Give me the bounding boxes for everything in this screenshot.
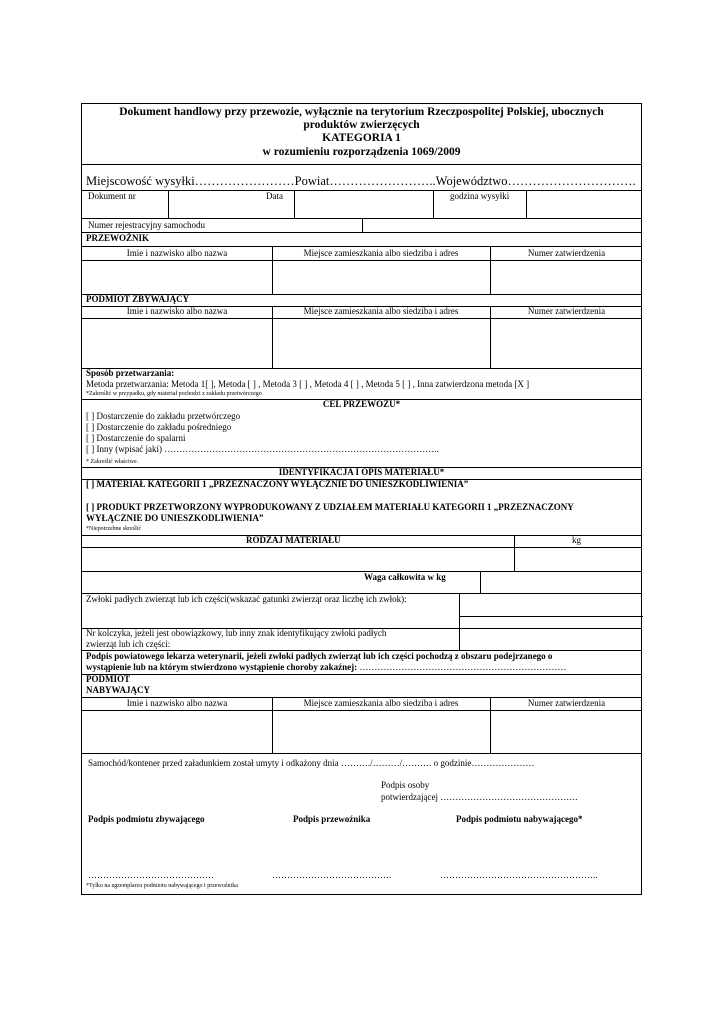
title-line-4: w rozumieniu rozporządzenia 1069/2009 [262,145,461,158]
vet-signature-line2-text: wystąpienie lub na którym stwierdzono wystąpienie choroby zakaźnej: [86,662,358,672]
carrier-signature-line[interactable]: …………………………………. [272,870,392,880]
purpose-option-processing-plant[interactable]: [ ] Dostarczenie do zakładu przetwórczego [86,411,241,421]
material-option-processed-line2: WYŁĄCZNIE DO UNIESZKODLIWIENIA” [86,513,264,523]
purpose-option-other[interactable]: [ ] Inny (wpisać jaki) ……………………………………………………………………………….. [86,444,439,454]
purpose-heading: CEL PRZEWOZU* [322,399,401,409]
receiver-signature-line[interactable]: …………………………………………….. [440,870,598,880]
carrier-name-cell[interactable] [84,262,270,292]
date-label: Data [266,191,283,201]
sender-signature-line[interactable]: …………………………………… [88,870,214,880]
title-line-3: KATEGORIA 1 [322,132,401,145]
sender-name-cell[interactable] [84,320,270,366]
total-weight-label: Waga całkowita w kg [364,572,446,582]
eartag-label-line2: zwierząt lub ich części: [86,639,171,649]
receiver-name-cell[interactable] [84,712,270,752]
receiver-heading-line2: NABYWAJĄCY [86,685,151,695]
receiver-heading-line1: PODMIOT [86,674,130,684]
processing-footnote: *Zakreślić w przypadku, gdy materiał pochodzi z zakładu przetwórczego [86,391,262,397]
purpose-footnote: * Zakreślić właściwe. [86,459,139,465]
processing-heading: Sposób przetwarzania: [86,368,175,378]
carrier-name-header: Imie i nazwisko albo nazwa [126,248,228,258]
eartag-label-line1: Nr kolczyka, jeżeli jest obowiązkowy, lub inny znak identyfikujący zwłoki padłych [86,628,387,638]
material-kind-heading: RODZAJ MATERIAŁU [246,535,341,545]
title-line-2: produktów zwierzęcych [303,119,420,132]
title-line-1: Dokument handlowy przy przewozie, wyłącznie na terytorium Rzeczpospolitej Polskiej, ubocznych [119,106,604,118]
sender-signature-label: Podpis podmiotu zbywającego [88,814,205,824]
confirm-label-line2[interactable]: potwierdzającej ………………………………………. [381,792,578,802]
carrier-signature-label: Podpis przewoźnika [293,814,371,824]
vet-signature-line1: Podpis powiatowego lekarza weterynarii, jeżeli zwłoki padłych zwierząt lub ich części pochodzą z obszaru podejrzanego o [86,651,553,661]
location-line[interactable]: Miejscowość wysyłki……………………Powiat……………………..Województwo…………………………. [86,174,636,188]
vehicle-registration-label: Numer rejestracyjny samochodu [88,220,205,230]
commercial-document-form [81,103,642,895]
material-option-category1[interactable]: [ ] MATERIAŁ KATEGORII 1 „PRZEZNACZONY WYŁĄCZNIE DO UNIESZKODLIWIENIA” [86,479,469,489]
receiver-address-cell[interactable] [274,712,488,752]
carrier-address-header: Miejsce zamieszkania albo siedziba i adres [303,248,459,258]
material-option-processed-line1[interactable]: [ ] PRODUKT PRZETWORZONY WYPRODUKOWANY Z UDZIAŁEM MATERIAŁU KATEGORII 1 „PRZEZNACZONY [86,502,574,512]
eartag-cell[interactable] [461,630,640,648]
receiver-name-header: Imie i nazwisko albo nazwa [126,698,228,708]
doc-nr-label: Dokument nr [88,191,136,201]
receiver-approval-cell[interactable] [492,712,640,752]
receiver-approval-header: Numer zatwierdzenia [527,698,606,708]
confirm-label-line1: Podpis osoby [381,780,430,790]
carrier-approval-header: Numer zatwierdzenia [527,248,606,258]
sender-approval-cell[interactable] [492,320,640,366]
sender-address-cell[interactable] [274,320,488,366]
total-weight-cell[interactable] [482,573,640,591]
sender-heading: PODMIOT ZBYWAJĄCY [86,294,190,304]
processing-methods[interactable]: Metoda przetwarzania: Metoda 1[ ], Metoda [ ] , Metoda 3 [ ] , Metoda 4 [ ] , Metoda 5 [ ] , Inna zatwierdzona metoda [X ] [86,379,530,389]
signatures-footnote: *Tylko na egzemplarzu podmiotu nabywającego i przewoźnika [86,883,238,889]
carrier-approval-cell[interactable] [492,262,640,292]
material-kg-heading: kg [572,535,581,545]
carrier-heading: PRZEWOŹNIK [86,233,150,243]
purpose-option-incinerator[interactable]: [ ] Dostarczenie do spalarni [86,433,186,443]
washing-statement[interactable]: Samochód/kontener przed załadunkiem został umyty i odkażony dnia ………./………/………. o godzinie………………… [88,758,535,768]
carcasses-label: Zwłoki padłych zwierząt lub ich części(wskazać gatunki zwierząt oraz liczbę ich zwłok): [86,594,407,604]
material-kg-cell[interactable] [516,549,640,569]
sender-address-header: Miejsce zamieszkania albo siedziba i adres [303,306,459,316]
receiver-address-header: Miejsce zamieszkania albo siedziba i adres [303,698,459,708]
dispatch-time-label: godzina wysyłki [450,191,510,201]
document-title [82,106,641,159]
material-heading: IDENTYFIKACJA I OPIS MATERIAŁU* [278,467,445,477]
sender-approval-header: Numer zatwierdzenia [527,306,606,316]
material-kind-cell[interactable] [84,549,512,569]
sender-name-header: Imie i nazwisko albo nazwa [126,306,228,316]
receiver-signature-label: Podpis podmiotu nabywającego* [456,814,583,824]
vet-signature-dots: …………………………………………………………… [357,662,567,672]
material-footnote: *Niepotrzebne skreślić [86,526,142,532]
vet-signature-line2[interactable] [86,663,566,673]
purpose-option-intermediate-plant[interactable]: [ ] Dostarczenie do zakładu pośredniego [86,422,232,432]
carrier-address-cell[interactable] [274,262,488,292]
carcasses-cell[interactable] [461,595,640,615]
